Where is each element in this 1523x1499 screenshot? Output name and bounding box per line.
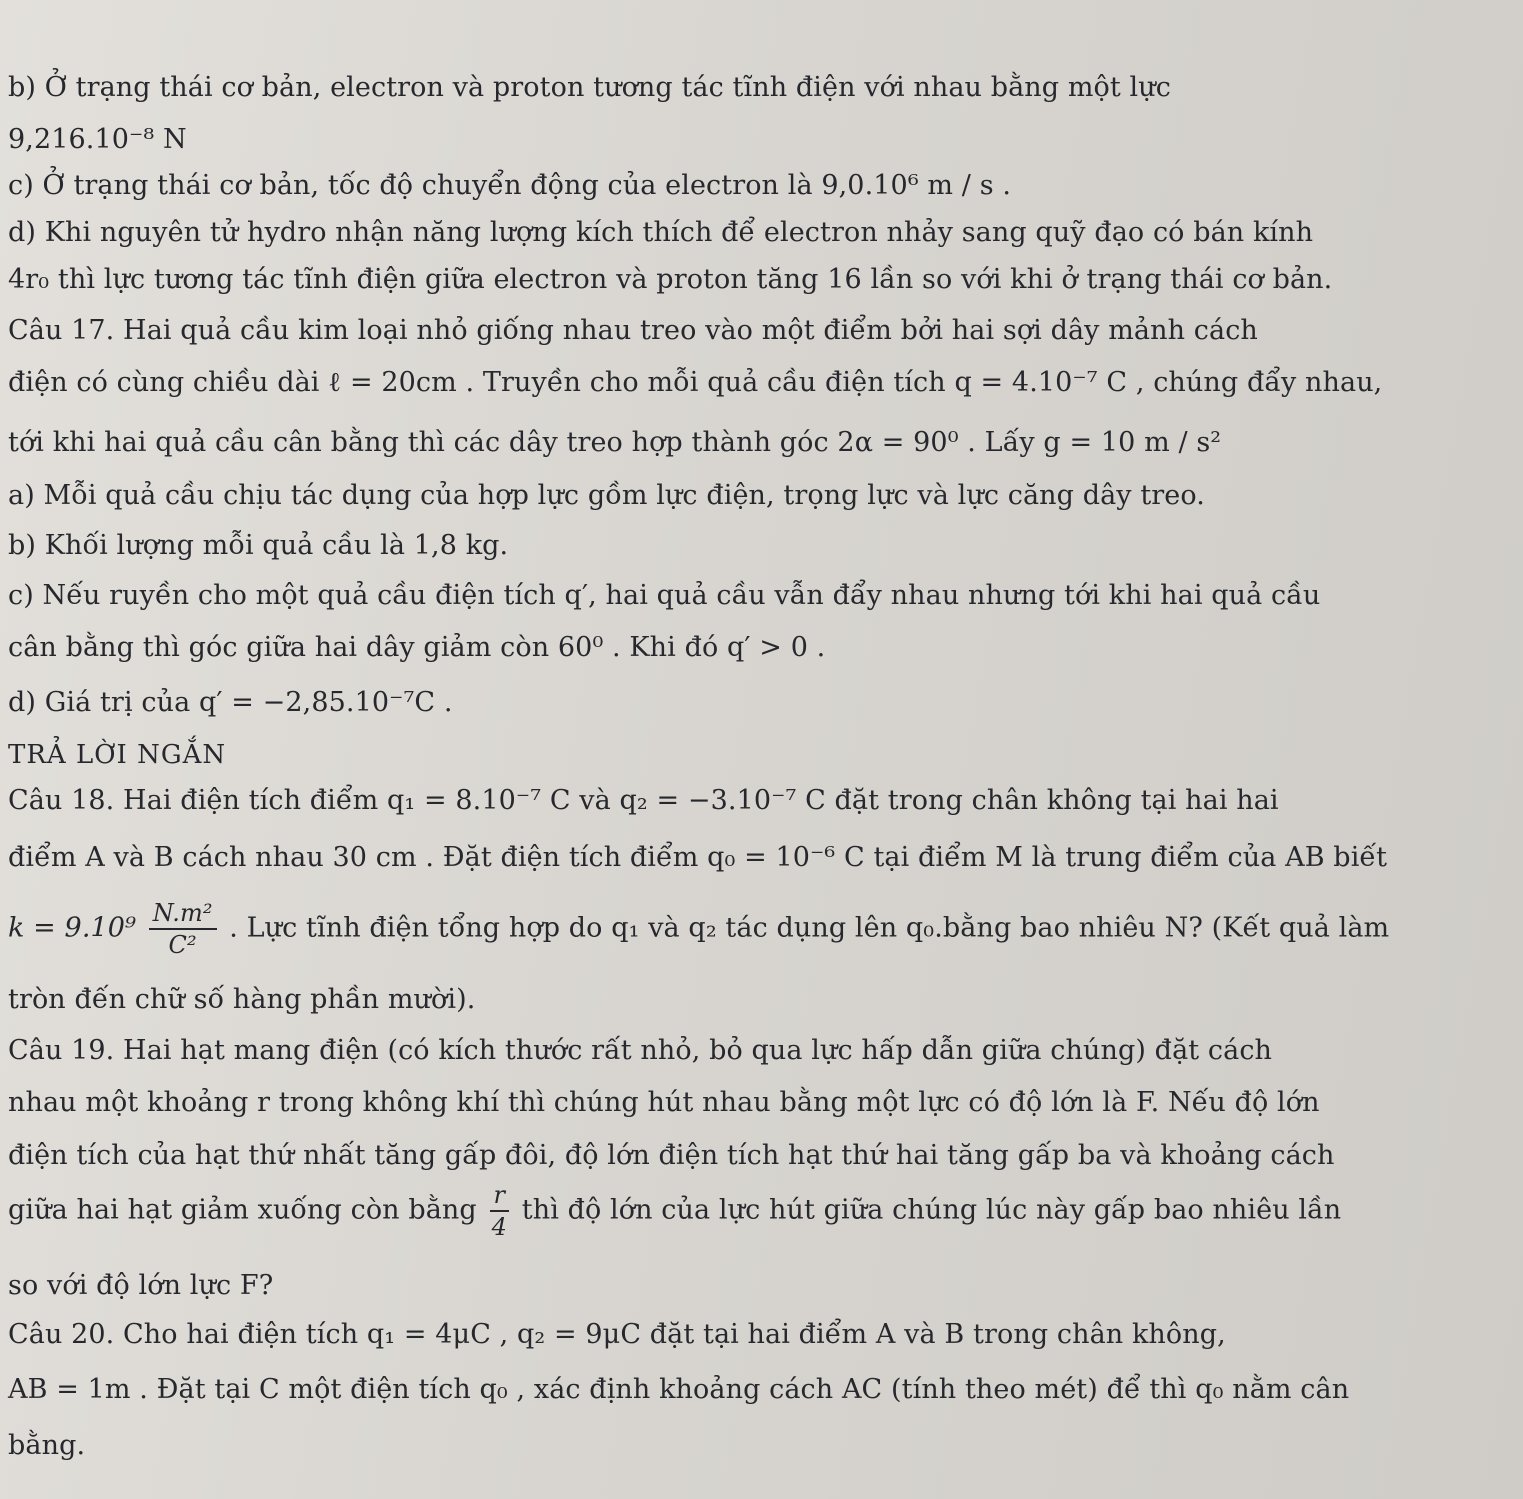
- text-span: thì độ lớn của lực hút giữa chúng lúc này gấp bao nhiêu lần: [521, 1194, 1342, 1226]
- fraction-denominator: C²: [168, 931, 197, 959]
- text-line: điện tích của hạt thứ nhất tăng gấp đôi, độ lớn điện tích hạt thứ hai tăng gấp ba và khoảng cách: [8, 1140, 1335, 1171]
- fraction-denominator: 4: [491, 1213, 507, 1241]
- text-line: 4r₀ thì lực tương tác tĩnh điện giữa electron và proton tăng 16 lần so với khi ở trạng thái cơ bản.: [8, 264, 1333, 295]
- question-18-line: Câu 18. Hai điện tích điểm q₁ = 8.10⁻⁷ C và q₂ = −3.10⁻⁷ C đặt trong chân không tại hai hai: [8, 785, 1279, 816]
- section-heading: TRẢ LỜI NGẮN: [8, 740, 227, 770]
- question-17-line: Câu 17. Hai quả cầu kim loại nhỏ giống nhau treo vào một điểm bởi hai sợi dây mảnh cách: [8, 315, 1258, 346]
- text-line: tới khi hai quả cầu cân bằng thì các dây treo hợp thành góc 2α = 90⁰ . Lấy g = 10 m / s²: [8, 427, 1222, 458]
- fraction: [149, 898, 217, 960]
- text-line: so với độ lớn lực F?: [8, 1270, 274, 1301]
- fraction-numerator: N.m²: [149, 898, 217, 930]
- fraction: [490, 1180, 510, 1242]
- text-line: a) Mỗi quả cầu chịu tác dụng của hợp lực gồm lực điện, trọng lực và lực căng dây treo.: [8, 480, 1205, 511]
- text-line: b) Ở trạng thái cơ bản, electron và proton tương tác tĩnh điện với nhau bằng một lực: [8, 72, 1171, 103]
- text-line-with-fraction: [8, 898, 1389, 960]
- question-20-line: Câu 20. Cho hai điện tích q₁ = 4μC , q₂ = 9μC đặt tại hai điểm A và B trong chân không,: [8, 1319, 1226, 1350]
- text-line: AB = 1m . Đặt tại C một điện tích q₀ , xác định khoảng cách AC (tính theo mét) để thì q₀ nằm cân: [8, 1374, 1350, 1405]
- text-line: b) Khối lượng mỗi quả cầu là 1,8 kg.: [8, 530, 509, 561]
- text-span: giữa hai hạt giảm xuống còn bằng: [8, 1194, 477, 1226]
- text-span: . Lực tĩnh điện tổng hợp do q₁ và q₂ tác dụng lên q₀.bằng bao nhiêu N? (Kết quả làm: [229, 912, 1390, 944]
- text-line: cân bằng thì góc giữa hai dây giảm còn 60⁰ . Khi đó q′ > 0 .: [8, 632, 826, 663]
- text-line: điểm A và B cách nhau 30 cm . Đặt điện tích điểm q₀ = 10⁻⁶ C tại điểm M là trung điểm của AB biết: [8, 842, 1388, 873]
- text-line: bằng.: [8, 1430, 86, 1461]
- constant-k: k = 9.10⁹: [8, 912, 136, 944]
- fraction-numerator: r: [490, 1180, 510, 1212]
- text-line: nhau một khoảng r trong không khí thì chúng hút nhau bằng một lực có độ lớn là F. Nếu độ lớn: [8, 1087, 1320, 1118]
- text-line: c) Ở trạng thái cơ bản, tốc độ chuyển động của electron là 9,0.10⁶ m / s .: [8, 170, 1012, 201]
- text-line: điện có cùng chiều dài ℓ = 20cm . Truyền cho mỗi quả cầu điện tích q = 4.10⁻⁷ C , chúng đẩy nhau,: [8, 367, 1383, 398]
- text-line: d) Giá trị của q′ = −2,85.10⁻⁷C .: [8, 687, 453, 718]
- text-line: c) Nếu ruyền cho một quả cầu điện tích q′, hai quả cầu vẫn đẩy nhau nhưng tới khi hai quả cầu: [8, 580, 1321, 611]
- text-line: d) Khi nguyên tử hydro nhận năng lượng kích thích để electron nhảy sang quỹ đạo có bán kính: [8, 217, 1314, 248]
- text-line: 9,216.10⁻⁸ N: [8, 124, 187, 155]
- text-line: tròn đến chữ số hàng phần mười).: [8, 984, 476, 1015]
- question-19-line: Câu 19. Hai hạt mang điện (có kích thước rất nhỏ, bỏ qua lực hấp dẫn giữa chúng) đặt cách: [8, 1035, 1273, 1066]
- text-line-with-fraction: [8, 1180, 1341, 1242]
